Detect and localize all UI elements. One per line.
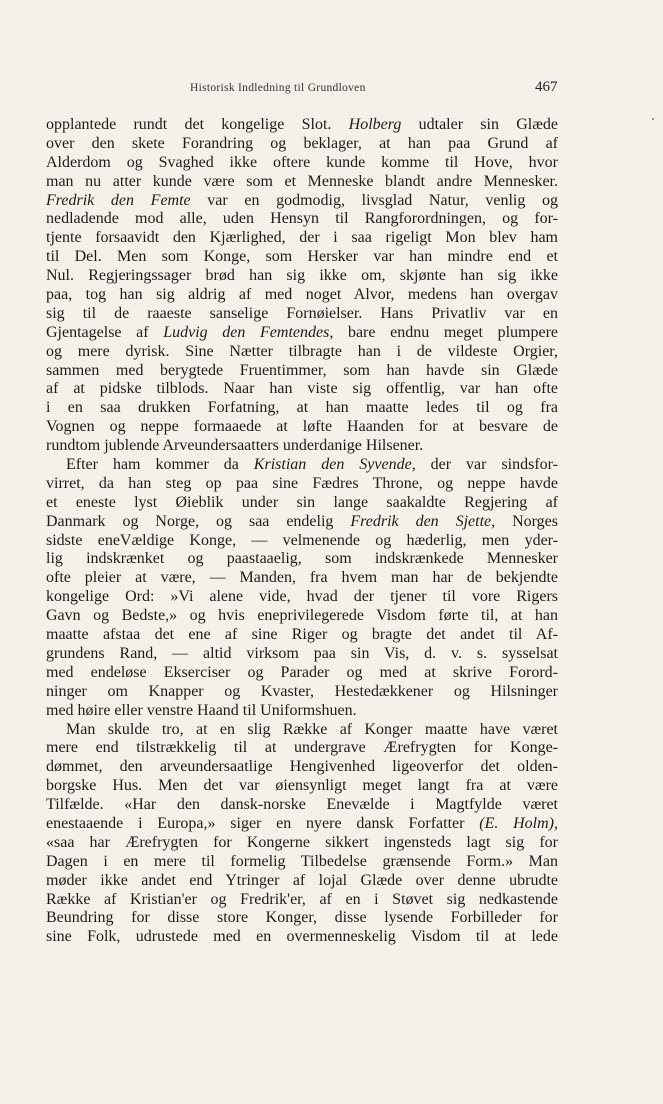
text-line: borgske Hus. Men det var øiensynligt meget langt fra at være <box>46 777 558 795</box>
text-line: i en saa drukken Forfatning, at han maatte ledes til og fra <box>46 399 558 417</box>
body-text <box>46 116 558 947</box>
text-line: man nu atter kunde være som et Menneske blandt andre Mennesker. <box>46 172 558 190</box>
text-line: tjente forsaavidt den Kjærlighed, der i saa rigeligt Mon blev ham <box>46 229 558 247</box>
text-line: med endeløse Ekserciser og Parader og med at skrive Forord- <box>46 663 558 681</box>
scan-speck <box>652 118 654 120</box>
text-line: ofte pleier at være, — Manden, fra hvem man har de bekjendte <box>46 569 558 587</box>
text-line: sig til de raaeste sanselige Fornøielser. Hans Privatliv var en <box>46 304 558 322</box>
text-line: Række af Kristian'er og Fredrik'er, af en i Støvet sig nedkastende <box>46 890 558 908</box>
text-line: opplantede rundt det kongelige Slot. Holberg udtaler sin Glæde <box>46 116 558 133</box>
text-line: maatte afstaa det ene af sine Riger og bragte det andet til Af- <box>46 626 558 644</box>
text-line: af at pidske tilblods. Naar han viste sig offentlig, var han ofte <box>46 380 558 398</box>
text-line: sammen med berygtede Fruentimmer, som han havde sin Glæde <box>46 361 558 379</box>
text-line: lig indskrænket og paastaaelig, som indskrænkede Mennesker <box>46 550 558 568</box>
text-line: Danmark og Norge, og saa endelig Fredrik den Sjette, Norges <box>46 512 559 530</box>
text-line: med høire eller venstre Haand til Uniformshuen. <box>46 701 357 719</box>
text-line: og mere dyrisk. Sine Nætter tilbragte han i de vildeste Orgier, <box>46 342 558 360</box>
text-line: Vognen og neppe formaaede at løfte Haanden for at besvare de <box>46 418 558 436</box>
text-line: over den skete Forandring og beklager, at han paa Grund af <box>46 134 558 152</box>
text-line: Nul. Regjeringssager brød han sig ikke om, skjønte han sig ikke <box>46 267 558 285</box>
text-line: sidste eneVældige Konge, — velmenende og hæderlig, men yder- <box>46 531 558 549</box>
running-header-title: Historisk Indledning til Grundloven <box>190 82 366 94</box>
text-line: paa, tog han sig aldrig af med noget Alvor, medens han overgav <box>46 286 558 304</box>
text-line: rundtom jublende Arveundersaatters underdanige Hilsener. <box>46 437 424 455</box>
text-line: et eneste lyst Øieblik under sin lange saakaldte Regjering af <box>46 493 558 511</box>
text-line: Dagen i en mere til formelig Tilbedelse grænsende Form.» Man <box>46 852 558 870</box>
text-line: enestaaende i Europa,» siger en nyere dansk Forfatter (E. Holm), <box>46 814 559 832</box>
text-line: Fredrik den Femte var en godmodig, livsglad Natur, venlig og <box>46 191 558 209</box>
text-line: Alderdom og Svaghed ikke oftere kunde komme til Hove, hvor <box>46 153 558 171</box>
text-line: ninger om Knapper og Kvaster, Hestedækkener og Hilsninger <box>46 682 558 700</box>
text-line: virret, da han steg op paa sine Fædres Throne, og neppe havde <box>46 474 558 492</box>
text-line: «saa har Ærefrygten for Kongerne sikkert ingensteds lagt sig for <box>46 833 558 851</box>
page-number: 467 <box>535 79 558 95</box>
text-line: mere end tilstrækkelig til at undergrave Ærefrygten for Konge- <box>46 739 558 757</box>
text-line: Man skulde tro, at en slig Række af Konger maatte have været <box>66 720 558 738</box>
text-line: sine Folk, udrustede med en overmenneskelig Visdom til at lede <box>46 928 558 946</box>
text-line: grundens Rand, — altid virksom paa sin Vis, d. v. s. sysselsat <box>46 644 558 662</box>
text-line: Gavn og Bedste,» og hvis eneprivilegerede Visdom førte til, at han <box>46 607 558 625</box>
text-line: dømmet, den arveundersaatlige Hengivenhed ligeoverfor det olden- <box>46 758 558 776</box>
text-line: kongelige Ord: »Vi alene vide, hvad der tjener til vore Rigers <box>46 588 558 606</box>
text-line: Efter ham kommer da Kristian den Syvende, der var sindsfor- <box>66 456 559 474</box>
text-line: nedladende mod alle, uden Hensyn til Rangforordningen, og for- <box>46 210 558 228</box>
text-line: møder ikke andet end Ytringer af lojal Glæde over denne ubrudte <box>46 871 558 889</box>
text-line: Gjentagelse af Ludvig den Femtendes, bare endnu meget plumpere <box>46 323 558 341</box>
text-line: til Del. Men som Konge, som Hersker var han mindre end et <box>46 248 558 266</box>
text-line: Beundring for disse store Konger, disse lysende Forbilleder for <box>46 909 558 927</box>
text-line: Tilfælde. «Har den dansk-norske Enevælde i Magtfylde været <box>46 796 558 814</box>
